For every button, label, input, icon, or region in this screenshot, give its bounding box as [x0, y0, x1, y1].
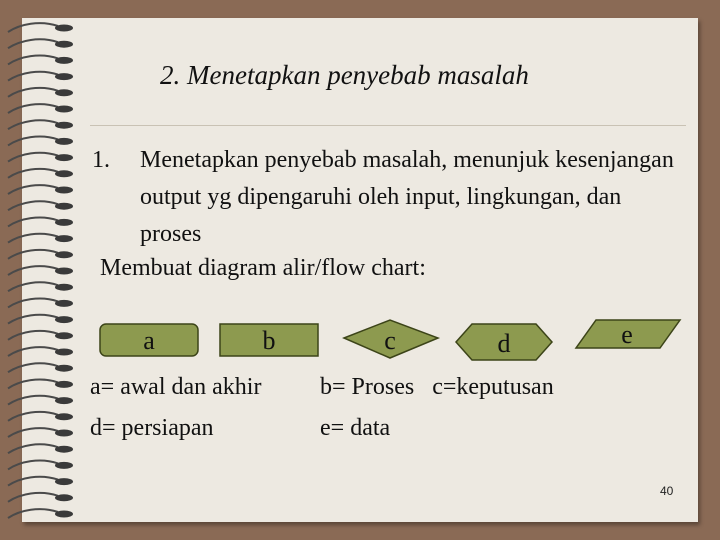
process-symbol — [220, 324, 318, 356]
legend-data: e= data — [320, 415, 391, 441]
list-item-text: Menetapkan penyebab masalah, menunjuk kesenjangan output yg dipengaruhi oleh input, lingkungan, dan proses — [140, 147, 674, 247]
flowchart-lead-text: Membuat diagram alir/flow chart: — [100, 255, 426, 281]
decision-symbol — [344, 320, 438, 358]
decision-symbol-label: c — [384, 326, 396, 355]
terminal-symbol — [100, 324, 198, 356]
legend-left — [90, 367, 261, 449]
slide-title: 2. Menetapkan penyebab masalah — [160, 60, 529, 90]
legend-process-decision: b= Proses c=keputusan — [320, 374, 554, 400]
preparation-symbol-label: d — [497, 329, 511, 358]
page-number: 40 — [660, 484, 674, 498]
data-symbol-label: e — [621, 320, 633, 349]
legend-right — [320, 367, 554, 449]
legend-preparation: d= persiapan — [90, 415, 214, 441]
terminal-symbol-label: a — [143, 326, 155, 355]
preparation-symbol — [456, 324, 552, 360]
list-item-number: 1. — [92, 147, 110, 173]
process-symbol-label: b — [262, 326, 276, 355]
legend-terminal: a= awal dan akhir — [90, 374, 262, 400]
data-symbol — [576, 320, 680, 349]
